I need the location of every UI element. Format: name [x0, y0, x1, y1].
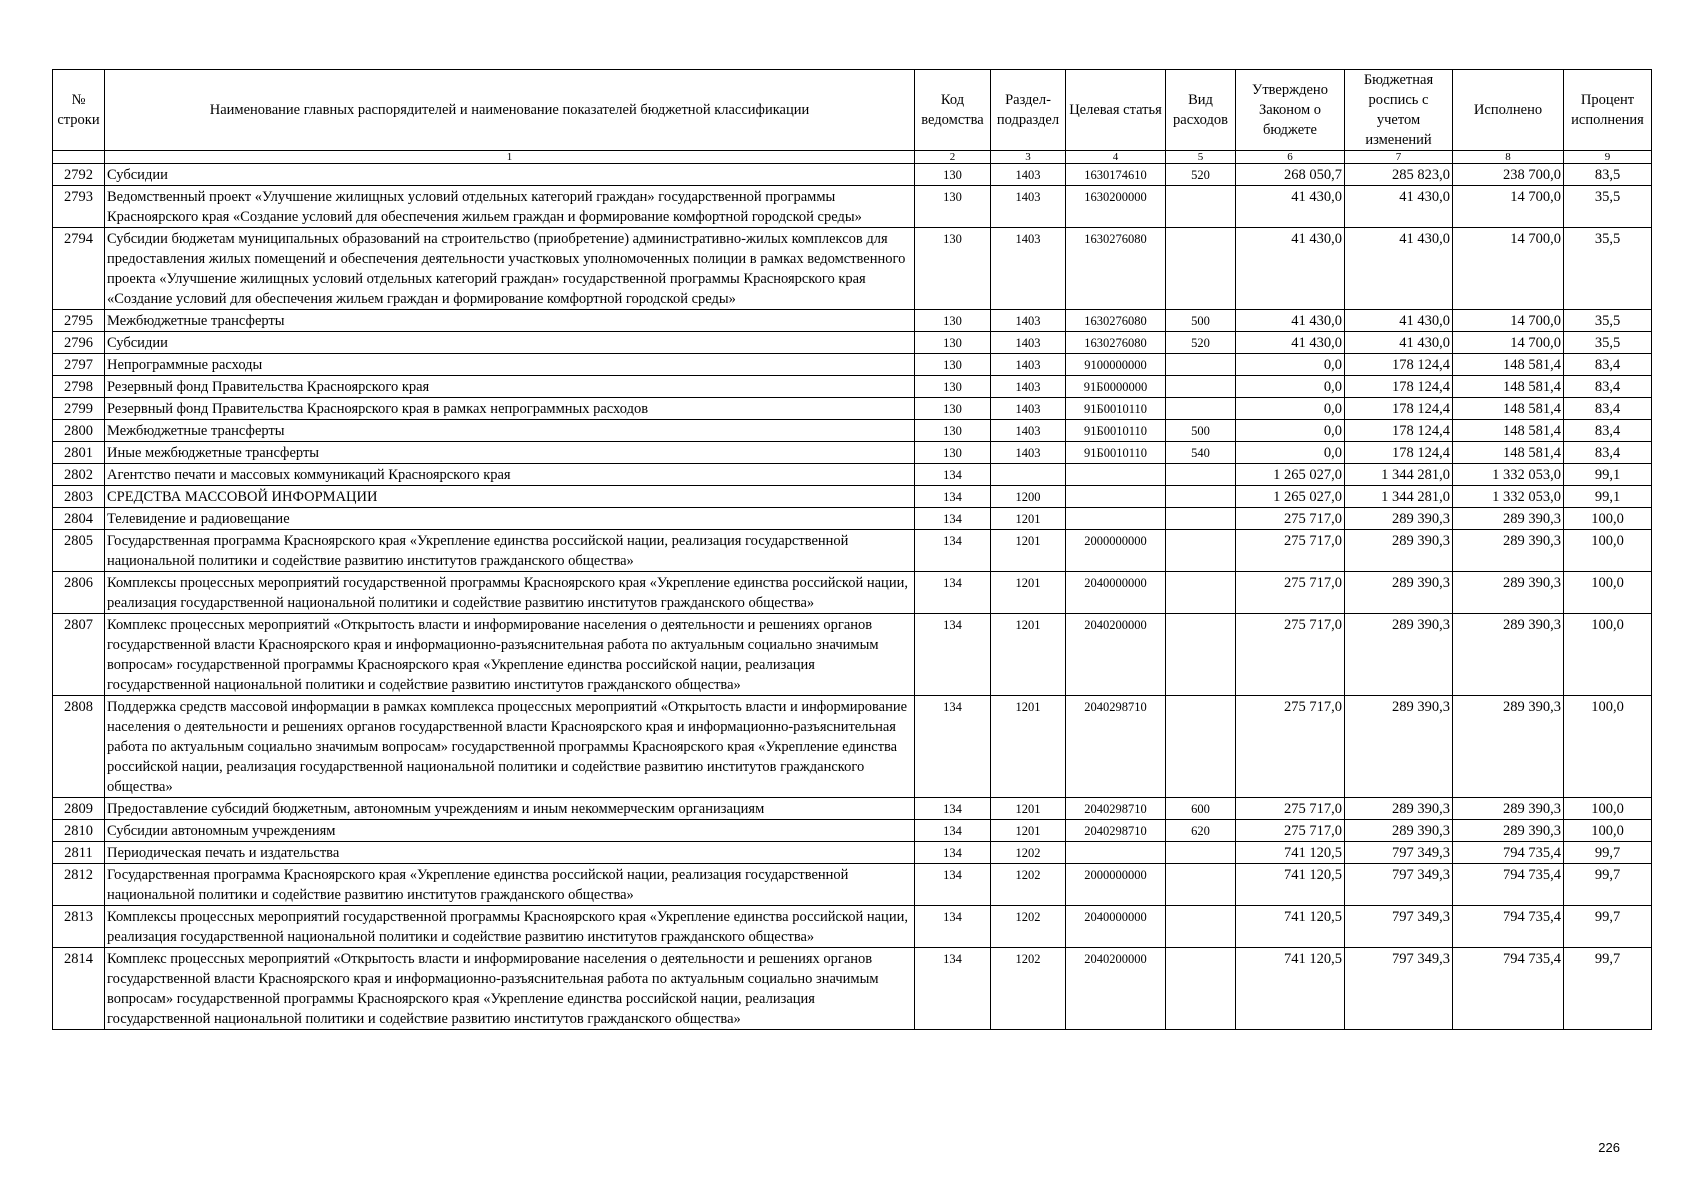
target-article-cell: 2040200000	[1066, 614, 1166, 696]
target-article-cell: 1630276080	[1066, 228, 1166, 310]
target-article-cell	[1066, 842, 1166, 864]
expense-type-cell	[1166, 696, 1236, 798]
execution-percent-cell: 83,4	[1564, 442, 1652, 464]
execution-percent-cell: 99,1	[1564, 486, 1652, 508]
indicator-name-cell: Непрограммные расходы	[105, 354, 915, 376]
table-row	[53, 864, 1652, 906]
target-article-cell: 2040000000	[1066, 572, 1166, 614]
header-cell: Наименование главных распорядителей и наименование показателей бюджетной классификации	[105, 70, 915, 151]
table-row	[53, 820, 1652, 842]
target-article-cell: 9100000000	[1066, 354, 1166, 376]
budget-schedule-cell: 289 390,3	[1345, 530, 1453, 572]
expense-type-cell	[1166, 398, 1236, 420]
execution-percent-cell: 100,0	[1564, 508, 1652, 530]
target-article-cell	[1066, 508, 1166, 530]
execution-percent-cell: 83,4	[1564, 398, 1652, 420]
approved-amount-cell: 275 717,0	[1236, 798, 1345, 820]
executed-amount-cell: 148 581,4	[1453, 376, 1564, 398]
target-article-cell: 2040000000	[1066, 906, 1166, 948]
expense-type-cell: 500	[1166, 310, 1236, 332]
section-code-cell: 1403	[991, 442, 1066, 464]
column-number-cell: 8	[1453, 151, 1564, 164]
indicator-name-cell: Комплекс процессных мероприятий «Открытость власти и информирование населения о деятельности и решениях органов государственной власти Красноярского края и информационно-разъяснительная работа по актуальным социально значимым вопросам» государственной программы Красноярского края «Укрепление единства российской нации, реализация государственной национальной политики и содействие развитию институтов гражданского общества»	[105, 614, 915, 696]
department-code-cell: 130	[915, 354, 991, 376]
indicator-name-cell: Телевидение и радиовещание	[105, 508, 915, 530]
indicator-name-cell: Государственная программа Красноярского края «Укрепление единства российской нации, реализация государственной национальной политики и содействие развитию институтов гражданского общества»	[105, 530, 915, 572]
row-number-cell: 2805	[53, 530, 105, 572]
header-cell: Исполнено	[1453, 70, 1564, 151]
budget-table	[52, 69, 1652, 1030]
section-code-cell: 1202	[991, 948, 1066, 1030]
section-code-cell: 1403	[991, 376, 1066, 398]
approved-amount-cell: 41 430,0	[1236, 310, 1345, 332]
budget-schedule-cell: 285 823,0	[1345, 164, 1453, 186]
row-number-cell: 2799	[53, 398, 105, 420]
department-code-cell: 134	[915, 614, 991, 696]
execution-percent-cell: 99,7	[1564, 906, 1652, 948]
header-cell: Код ведомства	[915, 70, 991, 151]
executed-amount-cell: 1 332 053,0	[1453, 464, 1564, 486]
table-row	[53, 906, 1652, 948]
section-code-cell: 1201	[991, 798, 1066, 820]
section-code-cell: 1403	[991, 398, 1066, 420]
row-number-cell: 2802	[53, 464, 105, 486]
execution-percent-cell: 83,4	[1564, 354, 1652, 376]
row-number-cell: 2811	[53, 842, 105, 864]
department-code-cell: 134	[915, 530, 991, 572]
approved-amount-cell: 41 430,0	[1236, 186, 1345, 228]
executed-amount-cell: 148 581,4	[1453, 442, 1564, 464]
table-row	[53, 842, 1652, 864]
target-article-cell: 2040298710	[1066, 798, 1166, 820]
section-code-cell: 1403	[991, 354, 1066, 376]
department-code-cell: 130	[915, 228, 991, 310]
section-code-cell: 1201	[991, 696, 1066, 798]
indicator-name-cell: Комплекс процессных мероприятий «Открытость власти и информирование населения о деятельности и решениях органов государственной власти Красноярского края и информационно-разъяснительная работа по актуальным социально значимым вопросам» государственной программы Красноярского края «Укрепление единства российской нации, реализация государственной национальной политики и содействие развитию институтов гражданского общества»	[105, 948, 915, 1030]
target-article-cell: 2040298710	[1066, 820, 1166, 842]
indicator-name-cell: СРЕДСТВА МАССОВОЙ ИНФОРМАЦИИ	[105, 486, 915, 508]
budget-schedule-cell: 797 349,3	[1345, 906, 1453, 948]
execution-percent-cell: 100,0	[1564, 572, 1652, 614]
section-code-cell: 1403	[991, 186, 1066, 228]
indicator-name-cell: Межбюджетные трансферты	[105, 310, 915, 332]
row-number-cell: 2803	[53, 486, 105, 508]
table-row	[53, 508, 1652, 530]
target-article-cell: 91Б0010110	[1066, 442, 1166, 464]
section-code-cell: 1403	[991, 228, 1066, 310]
header-cell: Бюджетная роспись с учетом изменений	[1345, 70, 1453, 151]
header-cell: Раздел-подраздел	[991, 70, 1066, 151]
department-code-cell: 130	[915, 420, 991, 442]
executed-amount-cell: 794 735,4	[1453, 842, 1564, 864]
execution-percent-cell: 35,5	[1564, 186, 1652, 228]
row-number-cell: 2810	[53, 820, 105, 842]
row-number-cell: 2794	[53, 228, 105, 310]
approved-amount-cell: 275 717,0	[1236, 614, 1345, 696]
section-code-cell: 1201	[991, 820, 1066, 842]
budget-schedule-cell: 178 124,4	[1345, 376, 1453, 398]
section-code-cell: 1201	[991, 530, 1066, 572]
budget-schedule-cell: 797 349,3	[1345, 948, 1453, 1030]
executed-amount-cell: 14 700,0	[1453, 228, 1564, 310]
approved-amount-cell: 275 717,0	[1236, 696, 1345, 798]
section-code-cell: 1403	[991, 332, 1066, 354]
target-article-cell: 1630174610	[1066, 164, 1166, 186]
table-row	[53, 572, 1652, 614]
execution-percent-cell: 99,7	[1564, 842, 1652, 864]
budget-schedule-cell: 41 430,0	[1345, 186, 1453, 228]
expense-type-cell	[1166, 354, 1236, 376]
expense-type-cell: 540	[1166, 442, 1236, 464]
table-row	[53, 798, 1652, 820]
row-number-cell: 2800	[53, 420, 105, 442]
executed-amount-cell: 238 700,0	[1453, 164, 1564, 186]
executed-amount-cell: 289 390,3	[1453, 530, 1564, 572]
table-body	[53, 164, 1652, 1030]
table-row	[53, 464, 1652, 486]
section-code-cell: 1201	[991, 508, 1066, 530]
department-code-cell: 130	[915, 310, 991, 332]
expense-type-cell: 520	[1166, 164, 1236, 186]
column-number-cell: 5	[1166, 151, 1236, 164]
indicator-name-cell: Иные межбюджетные трансферты	[105, 442, 915, 464]
target-article-cell: 91Б0010110	[1066, 420, 1166, 442]
executed-amount-cell: 289 390,3	[1453, 696, 1564, 798]
row-number-cell: 2801	[53, 442, 105, 464]
header-cell: Целевая статья	[1066, 70, 1166, 151]
budget-schedule-cell: 797 349,3	[1345, 842, 1453, 864]
department-code-cell: 134	[915, 948, 991, 1030]
indicator-name-cell: Предоставление субсидий бюджетным, автономным учреждениям и иным некоммерческим организациям	[105, 798, 915, 820]
section-code-cell: 1201	[991, 572, 1066, 614]
budget-schedule-cell: 289 390,3	[1345, 820, 1453, 842]
indicator-name-cell: Межбюджетные трансферты	[105, 420, 915, 442]
expense-type-cell	[1166, 948, 1236, 1030]
executed-amount-cell: 289 390,3	[1453, 820, 1564, 842]
table-row	[53, 228, 1652, 310]
indicator-name-cell: Агентство печати и массовых коммуникаций Красноярского края	[105, 464, 915, 486]
execution-percent-cell: 100,0	[1564, 614, 1652, 696]
department-code-cell: 130	[915, 442, 991, 464]
target-article-cell	[1066, 464, 1166, 486]
table-row	[53, 164, 1652, 186]
expense-type-cell	[1166, 186, 1236, 228]
header-cell: Утверждено Законом о бюджете	[1236, 70, 1345, 151]
executed-amount-cell: 289 390,3	[1453, 572, 1564, 614]
row-number-cell: 2814	[53, 948, 105, 1030]
execution-percent-cell: 83,5	[1564, 164, 1652, 186]
department-code-cell: 130	[915, 398, 991, 420]
table-row	[53, 420, 1652, 442]
section-code-cell: 1202	[991, 906, 1066, 948]
department-code-cell: 134	[915, 486, 991, 508]
expense-type-cell	[1166, 508, 1236, 530]
row-number-cell: 2813	[53, 906, 105, 948]
department-code-cell: 134	[915, 798, 991, 820]
budget-schedule-cell: 41 430,0	[1345, 332, 1453, 354]
department-code-cell: 130	[915, 164, 991, 186]
approved-amount-cell: 0,0	[1236, 376, 1345, 398]
budget-schedule-cell: 797 349,3	[1345, 864, 1453, 906]
section-code-cell: 1202	[991, 864, 1066, 906]
header-cell: № строки	[53, 70, 105, 151]
budget-schedule-cell: 289 390,3	[1345, 696, 1453, 798]
indicator-name-cell: Поддержка средств массовой информации в рамках комплекса процессных мероприятий «Открытость власти и информирование населения о деятельности и решениях органов государственной власти Красноярского края и информационно-разъяснительная работа по актуальным социально значимым вопросам» государственной программы Красноярского края «Укрепление единства российской нации, реализация государственной национальной политики и содействие развитию институтов гражданского общества»	[105, 696, 915, 798]
table-row	[53, 376, 1652, 398]
indicator-name-cell: Субсидии	[105, 332, 915, 354]
table-row	[53, 530, 1652, 572]
header-cell: Вид расходов	[1166, 70, 1236, 151]
department-code-cell: 134	[915, 842, 991, 864]
target-article-cell: 2040200000	[1066, 948, 1166, 1030]
column-number-cell: 2	[915, 151, 991, 164]
expense-type-cell: 520	[1166, 332, 1236, 354]
table-row	[53, 354, 1652, 376]
budget-schedule-cell: 1 344 281,0	[1345, 486, 1453, 508]
target-article-cell: 2000000000	[1066, 530, 1166, 572]
executed-amount-cell: 14 700,0	[1453, 186, 1564, 228]
budget-schedule-cell: 289 390,3	[1345, 572, 1453, 614]
executed-amount-cell: 289 390,3	[1453, 798, 1564, 820]
approved-amount-cell: 275 717,0	[1236, 572, 1345, 614]
approved-amount-cell: 741 120,5	[1236, 948, 1345, 1030]
department-code-cell: 134	[915, 820, 991, 842]
table-row	[53, 486, 1652, 508]
executed-amount-cell: 794 735,4	[1453, 864, 1564, 906]
table-row	[53, 442, 1652, 464]
department-code-cell: 130	[915, 332, 991, 354]
expense-type-cell	[1166, 864, 1236, 906]
executed-amount-cell: 289 390,3	[1453, 614, 1564, 696]
department-code-cell: 134	[915, 696, 991, 798]
column-number-cell: 9	[1564, 151, 1652, 164]
department-code-cell: 134	[915, 906, 991, 948]
section-code-cell	[991, 464, 1066, 486]
execution-percent-cell: 83,4	[1564, 420, 1652, 442]
budget-schedule-cell: 41 430,0	[1345, 310, 1453, 332]
budget-schedule-cell: 178 124,4	[1345, 420, 1453, 442]
executed-amount-cell: 1 332 053,0	[1453, 486, 1564, 508]
expense-type-cell	[1166, 228, 1236, 310]
target-article-cell: 2040298710	[1066, 696, 1166, 798]
execution-percent-cell: 99,7	[1564, 864, 1652, 906]
table-row	[53, 696, 1652, 798]
department-code-cell: 134	[915, 464, 991, 486]
indicator-name-cell: Периодическая печать и издательства	[105, 842, 915, 864]
row-number-cell: 2796	[53, 332, 105, 354]
department-code-cell: 130	[915, 376, 991, 398]
target-article-cell	[1066, 486, 1166, 508]
execution-percent-cell: 35,5	[1564, 310, 1652, 332]
executed-amount-cell: 14 700,0	[1453, 310, 1564, 332]
row-number-cell: 2792	[53, 164, 105, 186]
row-number-cell: 2806	[53, 572, 105, 614]
budget-schedule-cell: 289 390,3	[1345, 798, 1453, 820]
column-number-cell: 1	[105, 151, 915, 164]
section-code-cell: 1403	[991, 164, 1066, 186]
budget-schedule-cell: 289 390,3	[1345, 508, 1453, 530]
section-code-cell: 1200	[991, 486, 1066, 508]
indicator-name-cell: Резервный фонд Правительства Красноярского края	[105, 376, 915, 398]
executed-amount-cell: 148 581,4	[1453, 354, 1564, 376]
target-article-cell: 1630276080	[1066, 332, 1166, 354]
row-number-cell: 2804	[53, 508, 105, 530]
section-code-cell: 1403	[991, 420, 1066, 442]
page-number: 226	[1598, 1140, 1620, 1155]
table-row	[53, 398, 1652, 420]
table-header	[53, 70, 1652, 164]
budget-schedule-cell: 1 344 281,0	[1345, 464, 1453, 486]
indicator-name-cell: Субсидии	[105, 164, 915, 186]
indicator-name-cell: Субсидии автономным учреждениям	[105, 820, 915, 842]
row-number-cell: 2793	[53, 186, 105, 228]
expense-type-cell	[1166, 530, 1236, 572]
table-row	[53, 948, 1652, 1030]
row-number-cell: 2807	[53, 614, 105, 696]
table-row	[53, 614, 1652, 696]
column-number-cell: 6	[1236, 151, 1345, 164]
department-code-cell: 134	[915, 864, 991, 906]
indicator-name-cell: Государственная программа Красноярского края «Укрепление единства российской нации, реализация государственной национальной политики и содействие развитию институтов гражданского общества»	[105, 864, 915, 906]
executed-amount-cell: 148 581,4	[1453, 420, 1564, 442]
executed-amount-cell: 289 390,3	[1453, 508, 1564, 530]
expense-type-cell	[1166, 906, 1236, 948]
execution-percent-cell: 35,5	[1564, 228, 1652, 310]
approved-amount-cell: 275 717,0	[1236, 820, 1345, 842]
budget-schedule-cell: 289 390,3	[1345, 614, 1453, 696]
indicator-name-cell: Резервный фонд Правительства Красноярского края в рамках непрограммных расходов	[105, 398, 915, 420]
approved-amount-cell: 41 430,0	[1236, 332, 1345, 354]
expense-type-cell	[1166, 842, 1236, 864]
expense-type-cell	[1166, 464, 1236, 486]
execution-percent-cell: 100,0	[1564, 820, 1652, 842]
table-row	[53, 332, 1652, 354]
approved-amount-cell: 0,0	[1236, 420, 1345, 442]
approved-amount-cell: 741 120,5	[1236, 906, 1345, 948]
row-number-cell: 2809	[53, 798, 105, 820]
expense-type-cell	[1166, 614, 1236, 696]
expense-type-cell: 620	[1166, 820, 1236, 842]
execution-percent-cell: 100,0	[1564, 696, 1652, 798]
approved-amount-cell: 0,0	[1236, 442, 1345, 464]
budget-schedule-cell: 178 124,4	[1345, 442, 1453, 464]
column-number-cell: 4	[1066, 151, 1166, 164]
approved-amount-cell: 268 050,7	[1236, 164, 1345, 186]
department-code-cell: 134	[915, 508, 991, 530]
department-code-cell: 134	[915, 572, 991, 614]
indicator-name-cell: Ведомственный проект «Улучшение жилищных условий отдельных категорий граждан» государственной программы Красноярского края «Создание условий для обеспечения жильем граждан и формирование комфортной городской среды»	[105, 186, 915, 228]
budget-schedule-cell: 41 430,0	[1345, 228, 1453, 310]
header-row	[53, 70, 1652, 151]
section-code-cell: 1403	[991, 310, 1066, 332]
approved-amount-cell: 1 265 027,0	[1236, 486, 1345, 508]
target-article-cell: 91Б0000000	[1066, 376, 1166, 398]
row-number-cell: 2798	[53, 376, 105, 398]
section-code-cell: 1202	[991, 842, 1066, 864]
approved-amount-cell: 741 120,5	[1236, 864, 1345, 906]
header-cell: Процент исполнения	[1564, 70, 1652, 151]
table-row	[53, 186, 1652, 228]
approved-amount-cell: 275 717,0	[1236, 508, 1345, 530]
target-article-cell: 1630276080	[1066, 310, 1166, 332]
indicator-name-cell: Комплексы процессных мероприятий государственной программы Красноярского края «Укрепление единства российской нации, реализация государственной национальной политики и содействие развитию институтов гражданского общества»	[105, 906, 915, 948]
row-number-cell: 2795	[53, 310, 105, 332]
table-row	[53, 310, 1652, 332]
column-number-cell	[53, 151, 105, 164]
execution-percent-cell: 83,4	[1564, 376, 1652, 398]
row-number-cell: 2808	[53, 696, 105, 798]
expense-type-cell: 600	[1166, 798, 1236, 820]
execution-percent-cell: 35,5	[1564, 332, 1652, 354]
target-article-cell: 91Б0010110	[1066, 398, 1166, 420]
expense-type-cell: 500	[1166, 420, 1236, 442]
target-article-cell: 2000000000	[1066, 864, 1166, 906]
column-number-cell: 3	[991, 151, 1066, 164]
executed-amount-cell: 794 735,4	[1453, 948, 1564, 1030]
expense-type-cell	[1166, 572, 1236, 614]
section-code-cell: 1201	[991, 614, 1066, 696]
execution-percent-cell: 99,7	[1564, 948, 1652, 1030]
approved-amount-cell: 0,0	[1236, 398, 1345, 420]
department-code-cell: 130	[915, 186, 991, 228]
indicator-name-cell: Субсидии бюджетам муниципальных образований на строительство (приобретение) административно-жилых комплексов для предоставления жилых помещений и обеспечения деятельности участковых уполномоченных полиции в рамках ведомственного проекта «Улучшение жилищных условий отдельных категорий граждан» государственной программы Красноярского края «Создание условий для обеспечения жильем граждан и формирование комфортной городской среды»	[105, 228, 915, 310]
approved-amount-cell: 741 120,5	[1236, 842, 1345, 864]
approved-amount-cell: 0,0	[1236, 354, 1345, 376]
executed-amount-cell: 148 581,4	[1453, 398, 1564, 420]
expense-type-cell	[1166, 486, 1236, 508]
column-number-row	[53, 151, 1652, 164]
execution-percent-cell: 100,0	[1564, 530, 1652, 572]
budget-schedule-cell: 178 124,4	[1345, 398, 1453, 420]
executed-amount-cell: 14 700,0	[1453, 332, 1564, 354]
budget-schedule-cell: 178 124,4	[1345, 354, 1453, 376]
column-number-cell: 7	[1345, 151, 1453, 164]
row-number-cell: 2797	[53, 354, 105, 376]
execution-percent-cell: 99,1	[1564, 464, 1652, 486]
approved-amount-cell: 1 265 027,0	[1236, 464, 1345, 486]
indicator-name-cell: Комплексы процессных мероприятий государственной программы Красноярского края «Укрепление единства российской нации, реализация государственной национальной политики и содействие развитию институтов гражданского общества»	[105, 572, 915, 614]
executed-amount-cell: 794 735,4	[1453, 906, 1564, 948]
row-number-cell: 2812	[53, 864, 105, 906]
expense-type-cell	[1166, 376, 1236, 398]
approved-amount-cell: 41 430,0	[1236, 228, 1345, 310]
execution-percent-cell: 100,0	[1564, 798, 1652, 820]
approved-amount-cell: 275 717,0	[1236, 530, 1345, 572]
target-article-cell: 1630200000	[1066, 186, 1166, 228]
